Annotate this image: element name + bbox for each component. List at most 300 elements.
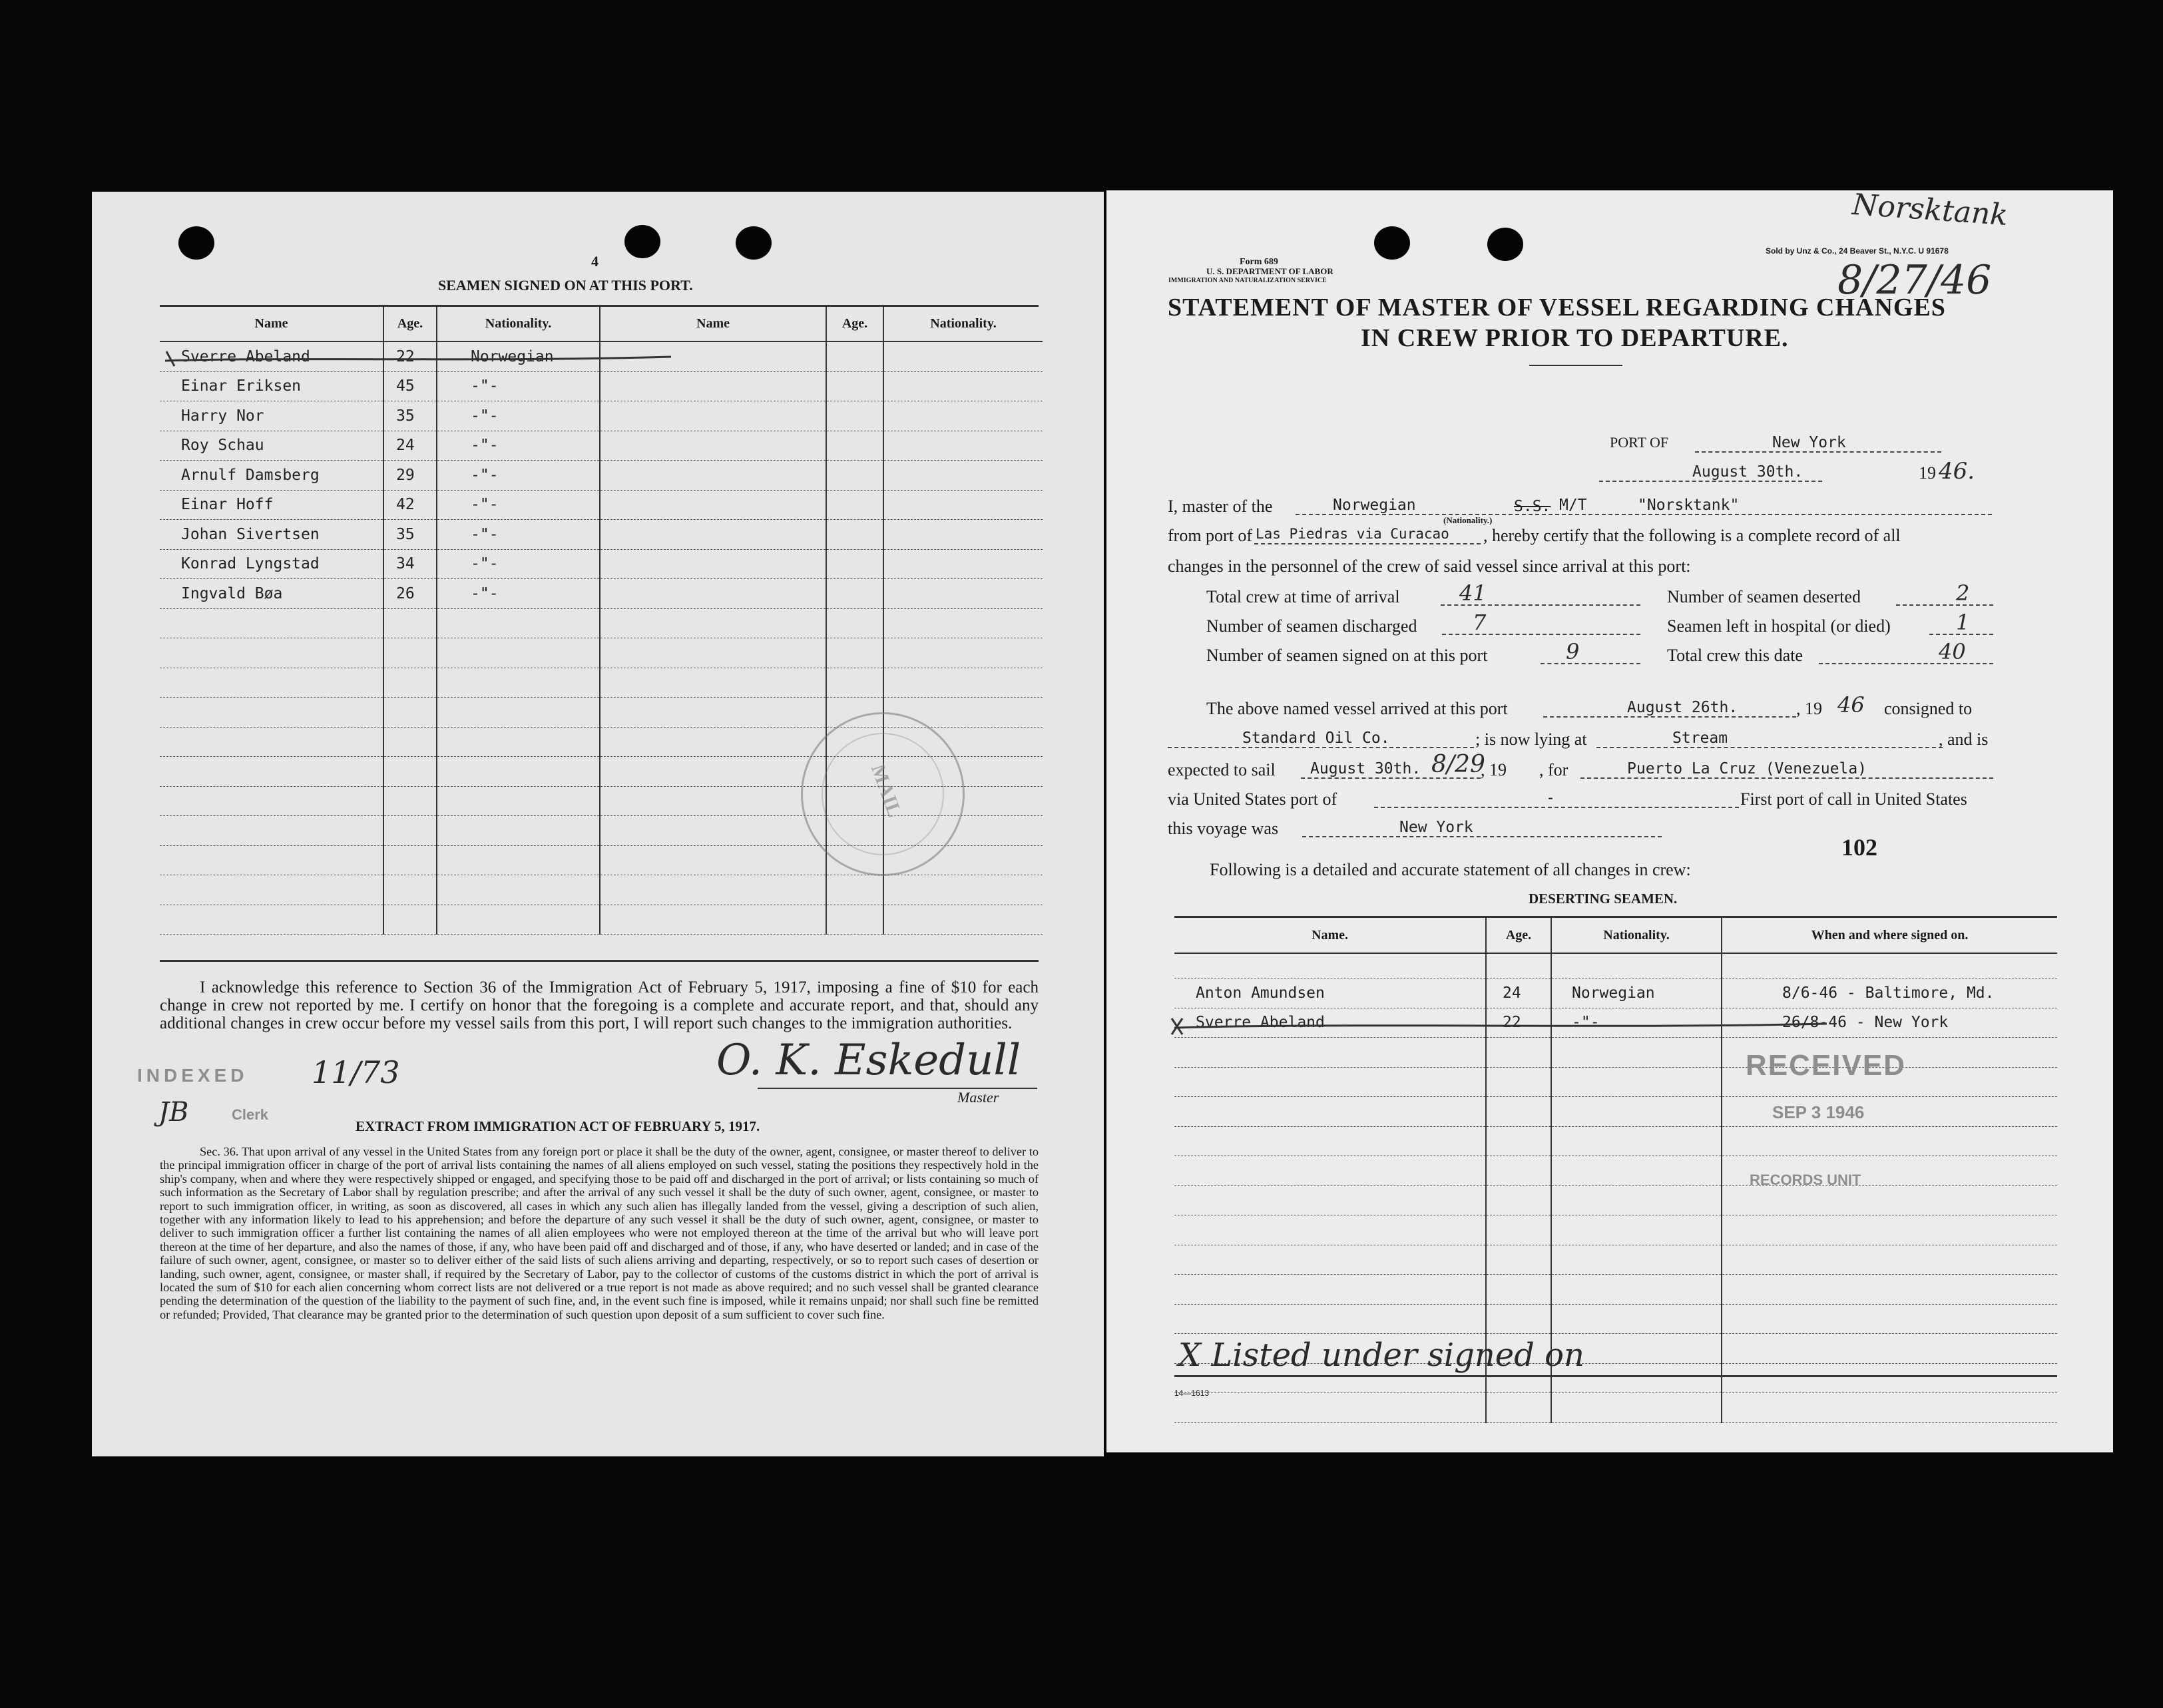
table-row [160,520,1043,550]
port-label: PORT OF [1610,434,1669,451]
total-crew-arrival-value: 41 [1459,580,1487,606]
hospital-value: 1 [1956,610,1970,635]
seaman-name [160,608,383,638]
consignee-value: Standard Oil Co. [1242,730,1390,747]
via-label: via United States port of [1168,789,1337,809]
destination-value: Puerto La Cruz (Venezuela) [1627,760,1867,777]
seaman-name-text: Johan Sivertsen [181,525,320,543]
seaman-age [383,875,437,905]
seaman-age [383,431,437,461]
master-of-label: I, master of the [1168,497,1273,516]
col-age: Age. [826,306,883,341]
deserter-name [1174,1215,1486,1245]
empty-cell [600,579,826,609]
seaman-nationality [437,905,600,935]
empty-cell [600,608,826,638]
seaman-age-text: 42 [396,496,415,514]
empty-cell [600,816,826,846]
seaman-age [383,905,437,935]
deserter-nationality [1551,953,1722,978]
seaman-age-text: 45 [396,377,415,395]
seller-imprint: Sold by Unz & Co., 24 Beaver St., N.Y.C. U 91678 [1766,246,1949,256]
extract-title: EXTRACT FROM IMMIGRATION ACT OF FEBRUARY 5, 1917. [356,1118,760,1134]
deserter-when-where [1722,1304,2057,1334]
indexed-stamp: INDEXED [137,1065,248,1086]
punch-hole [1374,226,1410,260]
empty-cell [600,757,826,787]
deserter-age [1486,1067,1551,1097]
deserter-age [1486,1304,1551,1334]
table-row [1174,1126,2057,1156]
deserter-nationality [1551,1393,1722,1423]
indexed-initials: 11/73 [312,1054,400,1090]
deserter-when-where-text: 8/6-46 - Baltimore, Md. [1782,984,1995,1002]
rule [160,960,1039,962]
seaman-age [383,461,437,491]
table-row [160,461,1043,491]
table-row [1174,1067,2057,1097]
empty-cell [883,431,1043,461]
deserter-nationality [1551,1097,1722,1127]
expected-label: expected to sail [1168,760,1276,779]
stamped-number: 102 [1841,834,1877,861]
deserter-when-where [1722,1393,2057,1423]
punch-hole [178,226,214,260]
deserter-name-text: Anton Amundsen [1196,984,1325,1002]
received-stamp: RECEIVED [1746,1049,1906,1082]
empty-cell [600,461,826,491]
deserter-age [1486,1275,1551,1305]
table-row [160,608,1043,638]
seaman-name [160,905,383,935]
rule [1529,365,1622,366]
seaman-name-text: Harry Nor [181,407,264,425]
year-value: 46. [1939,458,1975,485]
deserter-name [1174,1304,1486,1334]
seaman-name [160,579,383,609]
empty-cell [600,875,826,905]
empty-cell [826,431,883,461]
deserter-age-text: 24 [1503,984,1521,1002]
seaman-nationality [437,875,600,905]
deserter-age [1486,1156,1551,1186]
empty-cell [883,371,1043,401]
deserter-nationality [1551,1275,1722,1305]
signed-on-label: Number of seamen signed on at this port [1206,646,1488,665]
vessel-type-struck: S.S. [1514,498,1551,515]
deserter-age [1486,978,1551,1008]
col-age: Age. [383,306,437,341]
seaman-nationality [437,638,600,668]
seaman-age [383,401,437,431]
seaman-name [160,816,383,846]
deserter-when-where-text: 26/8-46 - New York [1782,1014,1949,1032]
empty-cell [826,371,883,401]
expected-handwritten: 8/29 [1431,751,1485,778]
empty-cell [883,608,1043,638]
table-row [1174,1304,2057,1334]
col-age: Age. [1486,918,1551,953]
service: IMMIGRATION AND NATURALIZATION SERVICE [1168,277,1327,284]
seaman-name [160,431,383,461]
empty-cell [883,668,1043,698]
mail-stamp-text: MAIL [866,761,906,820]
from-port-value: Las Piedras via Curacao [1256,526,1449,542]
seaman-age-text: 22 [396,347,415,365]
seaman-nationality [437,845,600,875]
seaman-age [383,520,437,550]
deserter-age [1486,1393,1551,1423]
col-nationality: Nationality. [883,306,1043,341]
deserter-when-where [1722,1185,2057,1215]
empty-cell [826,490,883,520]
empty-cell [600,401,826,431]
handwritten-date: 8/27/46 [1837,257,1992,304]
table-row [1174,1393,2057,1423]
nationality-caption: (Nationality.) [1443,515,1493,525]
deserter-when-where [1722,1334,2057,1364]
deserter-nationality-text: Norwegian [1572,984,1655,1002]
deserter-name-text: Sverre Abeland [1196,1014,1325,1032]
deserter-when-where [1722,1275,2057,1305]
seaman-age [383,786,437,816]
seaman-age [383,668,437,698]
first-port-label: First port of call in United States [1740,789,1967,809]
seaman-name-text: Einar Hoff [181,496,274,514]
seaman-nationality [437,668,600,698]
port-value: New York [1772,434,1846,451]
seaman-name [160,786,383,816]
seaman-age-text: 35 [396,525,415,543]
deserter-when-where [1722,1215,2057,1245]
col-nationality: Nationality. [1551,918,1722,953]
empty-cell [600,520,826,550]
mail-stamp [801,712,965,876]
deserting-title: DESERTING SEAMEN. [1529,891,1678,907]
seaman-name [160,757,383,787]
seaman-name [160,549,383,579]
empty-cell [883,638,1043,668]
seaman-name-text: Einar Eriksen [181,377,302,395]
master-signature: O. K. Eskedull [716,1036,1021,1085]
seaman-name-text: Ingvald Bøa [181,584,283,602]
table-row [1174,978,2057,1008]
empty-cell [826,875,883,905]
seaman-nationality [437,727,600,757]
seaman-nationality-text: Norwegian [471,347,554,365]
seaman-nationality [437,431,600,461]
handwritten-vessel: Norsktank [1851,187,2009,233]
deserted-label: Number of seamen deserted [1667,587,1861,606]
table-row [160,875,1043,905]
seaman-nationality [437,579,600,609]
seaman-age-text: 29 [396,466,415,484]
empty-cell [600,668,826,698]
empty-cell [883,579,1043,609]
form-code: 14—1613 [1174,1388,1210,1398]
deserter-name [1174,1097,1486,1127]
seaman-nationality [437,786,600,816]
punch-hole [736,226,772,260]
right-page [1106,187,2113,1452]
deserter-nationality [1551,1245,1722,1275]
seaman-age [383,549,437,579]
seaman-age-text: 34 [396,555,415,573]
empty-cell [826,520,883,550]
table-row [160,549,1043,579]
seaman-nationality [437,698,600,728]
handwritten-footnote: X Listed under signed on [1178,1337,1584,1374]
arrived-year-prefix: , 19 [1796,699,1822,718]
table-row [1174,953,2057,978]
empty-cell [826,401,883,431]
seaman-nationality [437,816,600,846]
seaman-nationality-text: -"- [471,555,499,573]
total-crew-label: Total crew this date [1667,646,1803,665]
table-row [160,905,1043,935]
from-port-label: from port of [1168,526,1253,545]
received-date: SEP 3 1946 [1772,1102,1865,1122]
seaman-name [160,638,383,668]
form-number: Form 689 [1240,257,1278,267]
seaman-name-text: Roy Schau [181,437,264,455]
certify-text: , hereby certify that the following is a complete record of all [1483,526,1901,545]
empty-cell [883,905,1043,935]
col-name: Name [600,306,826,341]
total-crew-arrival-label: Total crew at time of arrival [1206,587,1400,606]
seaman-nationality [437,401,600,431]
empty-cell [883,549,1043,579]
left-page [92,192,1104,1456]
vessel-name: "Norsktank" [1638,497,1740,514]
deserter-nationality [1551,1038,1722,1068]
table-row [1174,1215,2057,1245]
table-row [1174,1156,2057,1186]
deserter-age [1486,1215,1551,1245]
seaman-name [160,698,383,728]
empty-cell [826,638,883,668]
deserter-name [1174,1393,1486,1423]
deserter-age-text: 22 [1503,1014,1521,1032]
empty-cell [826,341,883,371]
seaman-age [383,608,437,638]
clerk-initials: JB [158,1097,189,1128]
deserter-name [1174,1156,1486,1186]
expected-value: August 30th. [1310,760,1421,777]
empty-cell [600,727,826,757]
table-row [1174,1097,2057,1127]
seaman-name [160,845,383,875]
deserter-name [1174,953,1486,978]
voyage-value: New York [1399,819,1473,836]
vessel-type: M/T [1559,497,1587,514]
seaman-age [383,816,437,846]
seaman-age-text: 35 [396,407,415,425]
table-row [160,401,1043,431]
strike-through [1168,1013,1833,1040]
deserter-name [1174,1038,1486,1068]
deserter-age [1486,1185,1551,1215]
deserter-age [1486,953,1551,978]
voyage-label: this voyage was [1168,819,1279,838]
changes-text: changes in the personnel of the crew of said vessel since arrival at this port: [1168,556,1691,576]
master-label: Master [957,1089,999,1106]
page-number: 4 [591,253,599,270]
deserter-when-where [1722,1245,2057,1275]
signed-on-value: 9 [1566,639,1580,664]
empty-cell [826,549,883,579]
empty-cell [883,520,1043,550]
arrived-value: August 26th. [1627,699,1738,716]
lying-value: Stream [1672,730,1728,747]
deserter-when-where [1722,978,2057,1008]
seaman-name [160,461,383,491]
empty-cell [600,698,826,728]
seaman-name [160,490,383,520]
deserter-nationality-text: -"- [1572,1014,1600,1032]
following-text: Following is a detailed and accurate statement of all changes in crew: [1210,860,1691,879]
empty-cell [883,490,1043,520]
signed-on-title: SEAMEN SIGNED ON AT THIS PORT. [438,277,693,294]
seaman-name-text: Arnulf Damsberg [181,466,320,484]
deserter-when-where [1722,1363,2057,1393]
seaman-age [383,638,437,668]
year-prefix: 19 [1919,463,1936,483]
empty-cell [883,875,1043,905]
empty-cell [883,401,1043,431]
deserter-nationality [1551,1215,1722,1245]
nationality-value: Norwegian [1333,497,1416,514]
punch-hole [624,225,660,258]
seaman-name-text: Konrad Lyngstad [181,555,320,573]
deserted-value: 2 [1956,580,1970,606]
table-row [1174,1245,2057,1275]
form-title-line2: IN CREW PRIOR TO DEPARTURE. [1361,324,1789,352]
deserter-nationality [1551,1185,1722,1215]
table-row [160,579,1043,609]
seaman-nationality [437,490,600,520]
empty-cell [826,608,883,638]
seaman-age [383,757,437,787]
col-name: Name [160,306,383,341]
seaman-name [160,520,383,550]
table-row [160,431,1043,461]
deserter-age [1486,1126,1551,1156]
seaman-age [383,727,437,757]
arrived-year: 46 [1837,692,1865,718]
total-crew-value: 40 [1939,639,1966,664]
discharged-label: Number of seamen discharged [1206,616,1417,636]
seaman-name [160,401,383,431]
seaman-nationality-text: -"- [471,584,499,602]
deserter-when-where [1722,953,2057,978]
deserter-name [1174,978,1486,1008]
lying-label: ; is now lying at [1475,730,1587,749]
clerk-label: Clerk [232,1106,269,1123]
deserter-name [1174,1185,1486,1215]
seaman-nationality-text: -"- [471,466,499,484]
seaman-nationality [437,520,600,550]
deserter-age [1486,1038,1551,1068]
form-title-line1: STATEMENT OF MASTER OF VESSEL REGARDING CHANGES [1168,294,1946,321]
hospital-label: Seamen left in hospital (or died) [1667,616,1891,636]
seaman-nationality-text: -"- [471,496,499,514]
seaman-nationality-text: -"- [471,437,499,455]
extract-text: Sec. 36. That upon arrival of any vessel in the United States from any foreign port or place it shall be the duty of the owner, agent, consignee, or master thereof to deliver to the principal immigration officer in charge of the port of arrival lists containing the names of all aliens employed on such vessel, stating the positions they respectively hold in the ship's company, when and where they were respectively shipped or engaged, and specifying those to be paid off and discharged in the port of arrival; or lists containing so much of such information as the Secretary of Labor shall by regulation prescribe; and after the arrival of any such vessel it shall be the duty of such owner, agent, consignee, or master to report to such immigration officer, in writing, as soon as discovered, all cases in which any such alien has illegally landed from the vessel, giving a description of such alien, together with any information likely to lead to his apprehension; and before the departure of any such vessel it shall be the duty of such owner, agent, consignee, or master to deliver to such immigration officer a further list containing the names of all alien employees who were not employed thereon at the time of the arrival but who will leave port thereon at the time of her departure, and also the names of those, if any, who have been paid off and discharged and of those, if any, who have deserted or landed; and in case of the failure of such owner, agent, consignee, or master so to deliver either of the said lists of such aliens arriving and departing, respectively, or so to report such cases of desertion or landing, such owner, agent, consignee, or master shall, if required by the Secretary of Labor, pay to the collector of customs of the customs district in which the port of arrival is located the sum of $10 for each alien concerning whom correct lists are not delivered or a true report is not made as above required; and no such vessel shall be granted clearance pending the determination of the question of the liability to the payment of such fine, and, in the event such fine is imposed, while it remains unpaid; nor shall such fine be remitted or refunded; Provided, That clearance may be granted prior to the determination of such question upon deposit of a sum sufficient to cover such fine. [160,1145,1039,1321]
via-value: - [1546,789,1555,807]
seaman-nationality-text: -"- [471,525,499,543]
and-is-text: , and is [1939,730,1989,749]
seaman-nationality-text: -"- [471,407,499,425]
date-value: August 30th. [1692,463,1803,481]
seaman-name [160,668,383,698]
empty-cell [600,786,826,816]
seaman-age [383,845,437,875]
seaman-age [383,698,437,728]
col-name: Name. [1174,918,1486,953]
deserter-name [1174,1245,1486,1275]
deserter-age [1486,1245,1551,1275]
discharged-value: 7 [1473,610,1487,635]
seaman-nationality [437,608,600,638]
seaman-name-text: Sverre Abeland [181,347,310,365]
col-nationality: Nationality. [437,306,600,341]
empty-cell [826,579,883,609]
deserter-nationality [1551,1156,1722,1186]
table-row [160,668,1043,698]
empty-cell [600,549,826,579]
arrived-label: The above named vessel arrived at this port [1206,699,1508,718]
seaman-nationality-text: -"- [471,377,499,395]
empty-cell [600,638,826,668]
table-row [160,638,1043,668]
for-label: , for [1539,760,1568,779]
seaman-name [160,875,383,905]
seaman-name [160,727,383,757]
deserter-nationality [1551,1126,1722,1156]
deserter-when-where [1722,1126,2057,1156]
deserter-name [1174,1067,1486,1097]
table-row [1174,1275,2057,1305]
expected-year: , 19 [1481,760,1507,779]
deserter-nationality [1551,1304,1722,1334]
deserter-name [1174,1275,1486,1305]
seaman-age-text: 24 [396,437,415,455]
empty-cell [826,668,883,698]
empty-cell [600,845,826,875]
table-row [1174,1185,2057,1215]
empty-cell [883,341,1043,371]
table-row [1174,1038,2057,1068]
seaman-nationality [437,757,600,787]
rule [1174,1375,2057,1377]
acknowledgement-text: I acknowledge this reference to Section 36 of the Immigration Act of February 5, 1917, imposing a fine of $10 for each change in crew not reported by me. I certify on honor that the foregoing is a complete and accurate report, and that, should any additional changes in crew occur before my vessel sails from this port, I will report such changes to the immigration authorities. [160,978,1039,1032]
records-unit-stamp: RECORDS UNIT [1750,1172,1861,1188]
strike-through [152,345,684,378]
seaman-age-text: 26 [396,584,415,602]
deserter-nationality [1551,978,1722,1008]
empty-cell [600,490,826,520]
deserter-nationality [1551,1067,1722,1097]
seaman-age [383,579,437,609]
department: U. S. DEPARTMENT OF LABOR [1206,266,1333,276]
empty-cell [600,431,826,461]
deserter-name [1174,1126,1486,1156]
seaman-age [383,490,437,520]
table-row [160,490,1043,520]
empty-cell [826,461,883,491]
punch-hole [1487,228,1523,261]
